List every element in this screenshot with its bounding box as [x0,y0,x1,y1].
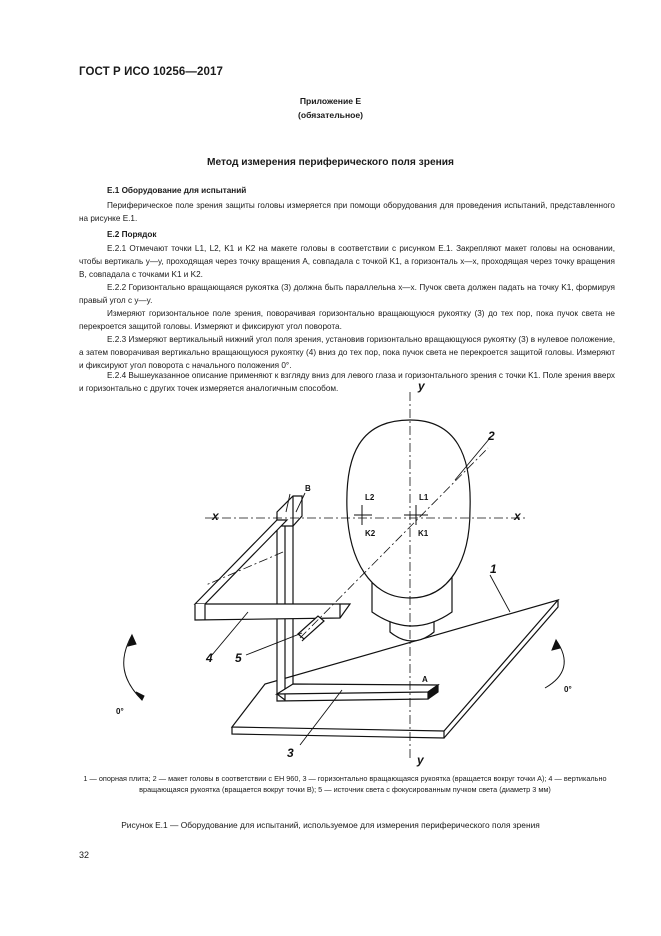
section-e21-text: Е.2.1 Отмечают точки L1, L2, K1 и K2 на макете головы в соответствии с рисунком Е.1. Закрепляют макет головы на основании, чтобы вертикаль y—y, проходящая через точку вращения A, совпадала с точкой K1, а горизонталь x—x, проходящая через точку вращения B, совпадала с точками K1 и K2. [79,244,615,279]
document-header: ГОСТ Р ИСО 10256—2017 [79,66,224,78]
annex-status: (обязательное) [297,110,364,120]
label-angle-right: 0° [564,685,572,694]
label-k1: K1 [418,529,429,538]
section-e1-heading: Е.1 Оборудование для испытаний [107,186,247,195]
section-e2-heading: Е.2 Порядок [107,230,157,239]
vertical-rotating-arm [195,520,287,604]
label-y-top: y [418,380,425,393]
figure-legend: 1 — опорная плита; 2 — макет головы в соответствии с ЕН 960, 3 — горизонтально вращающаяся рукоятка (вращается вокруг точки А); 4 — вертикально вращающаяся рукоятка (вращается вокруг точки В); 5 — источник света с фокусированным пучком света (диаметр 3 мм) [83,774,607,794]
label-l2: L2 [365,493,375,502]
label-k2: K2 [365,529,376,538]
figure-title: Рисунок Е.1 — Оборудование для испытаний, используемое для измерения периферического поля зрения [121,820,540,830]
label-x-right: x [514,509,521,523]
label-item-3: 3 [287,746,294,760]
section-e22-text: Е.2.2 Горизонтально вращающаяся рукоятка (3) должна быть параллельна x—x. Пучок света должен падать на точку K1, формируя правый угол с y—y. [79,283,615,305]
section-e1-text: Периферическое поле зрения защиты головы измеряется при помощи оборудования для проведения испытаний, представленного на рисунке Е.1. [79,201,615,223]
section-e23-text: Е.2.3 Измеряют вертикальный нижний угол поля зрения, установив горизонтально вращающуюся рукоятку (3) в нулевое положение, а затем поворачивая вертикально вращающуюся рукоятку (4) вниз до тех пор, пока пучок света не перекроется защитой головы. Измеряют и фиксируют угол поворота с начального положения 0°. [79,335,615,370]
label-l1: L1 [419,493,429,502]
section-e22-text2: Измеряют горизонтальное поле зрения, поворачивая горизонтально вращающуюся рукоятку (3) до тех пор, пока пучок света не перекроется защитой головы. Измеряют и фиксируют угол поворота. [79,309,615,331]
head-model [347,420,470,598]
label-item-4: 4 [206,651,213,665]
section-e24-text: Е.2.4 Вышеуказанное описание применяют к взгляду вниз для левого глаза и горизонтального зрения с точки K1. Поле зрения вверх и горизонтально с других точек измеряется аналогичным способом. [79,371,615,393]
equipment-figure [0,380,661,770]
label-item-2: 2 [488,429,495,443]
main-title: Метод измерения периферического поля зрения [207,157,454,168]
annex-title: Приложение Е [299,96,362,106]
label-point-a: A [422,675,428,684]
label-y-bottom: y [417,753,424,767]
horizontal-arm [277,684,438,694]
label-x-left: x [212,509,219,523]
page-number: 32 [79,850,90,860]
label-item-1: 1 [490,562,497,576]
label-item-5: 5 [235,651,242,665]
label-point-b: B [305,484,311,493]
label-angle-left: 0° [116,707,124,716]
